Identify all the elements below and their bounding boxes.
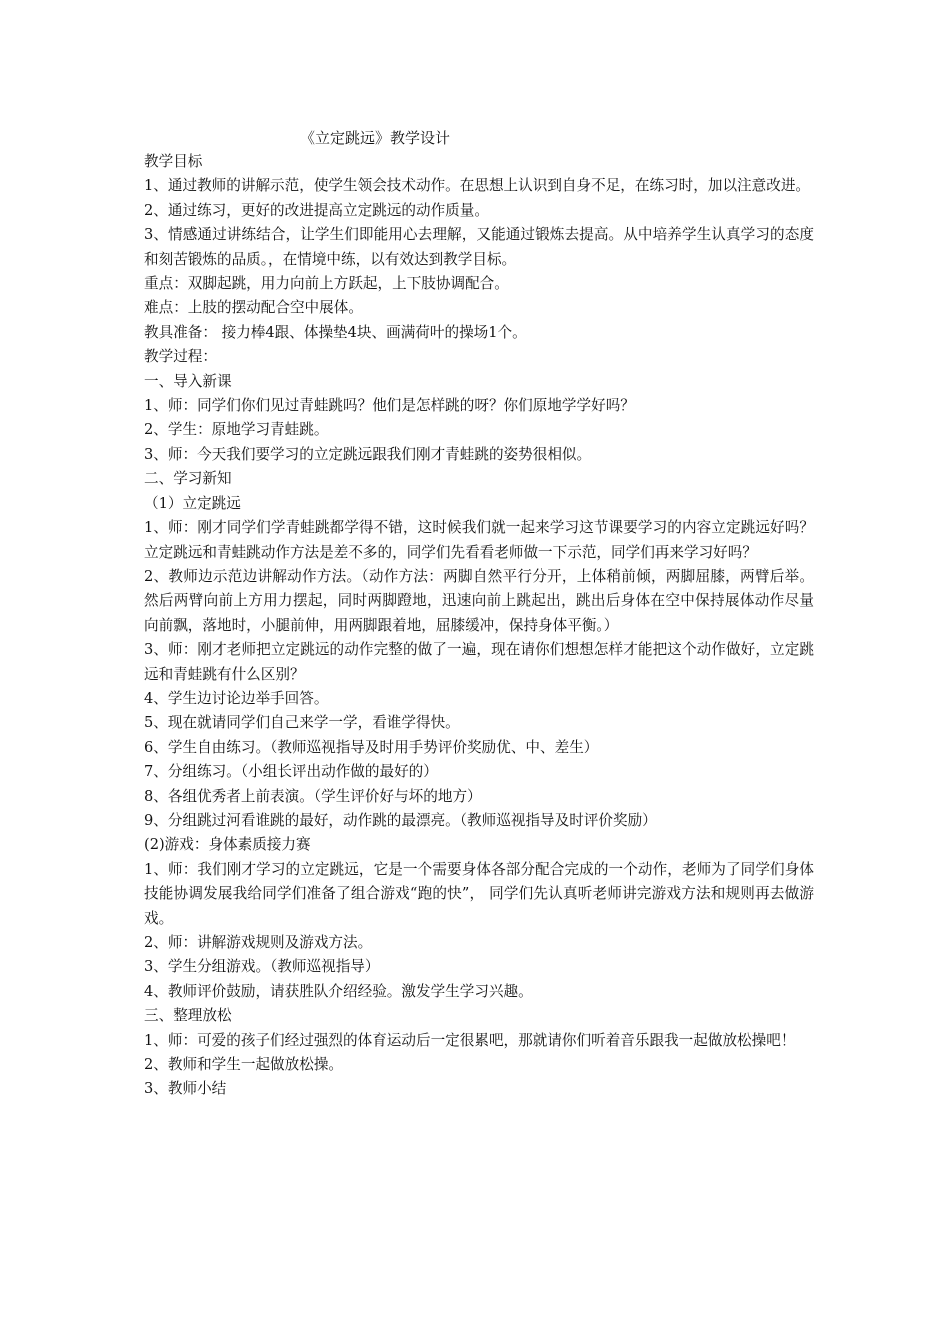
section-heading: 三、整理放松: [144, 1007, 232, 1025]
section-heading: 二、学习新知: [144, 470, 232, 488]
paragraph: 难点：上肢的摆动配合空中展体。: [144, 299, 363, 317]
paragraph: 教学过程：: [144, 348, 217, 366]
paragraph: 9、分组跳过河看谁跳的最好，动作跳的最漂亮。（教师巡视指导及时评价奖励）: [144, 811, 657, 829]
paragraph: 3、学生分组游戏。（教师巡视指导）: [144, 958, 380, 976]
paragraph: 2、教师边示范边讲解动作方法。（动作方法：两脚自然平行分开，上体稍前倾，两脚屈膝，两臂后举。然后两臂向前上方用力摆起，同时两脚蹬地，迅速向前上跳起出，跳出后身体在空中保持展体动作尽量向前飘，落地时，小腿前伸，用两脚跟着地，屈膝缓冲，保持身体平衡。）: [144, 567, 814, 634]
paragraph: 4、学生边讨论边举手回答。: [144, 689, 329, 707]
paragraph: 1、师：同学们你们见过青蛙跳吗？他们是怎样跳的呀？你们原地学学好吗？: [144, 397, 635, 415]
paragraph: 1、师：刚才同学们学青蛙跳都学得不错，这时候我们就一起来学习这节课要学习的内容立定跳远好吗？立定跳远和青蛙跳动作方法是差不多的，同学们先看看老师做一下示范，同学们再来学习好吗？: [144, 519, 814, 561]
section-heading: 一、导入新课: [144, 372, 232, 390]
paragraph: 6、学生自由练习。（教师巡视指导及时用手势评价奖励优、中、差生）: [144, 738, 599, 756]
paragraph: 3、教师小结: [144, 1080, 227, 1098]
paragraph: 重点：双脚起跳，用力向前上方跃起，上下肢协调配合。: [144, 275, 509, 293]
subsection-heading: （1）立定跳远: [144, 494, 241, 512]
paragraph: 7、分组练习。（小组长评出动作做的最好的）: [144, 763, 438, 781]
paragraph: 8、各组优秀者上前表演。（学生评价好与坏的地方）: [144, 787, 482, 805]
paragraph: 2、教师和学生一起做放松操。: [144, 1056, 344, 1074]
paragraph: 教学目标: [144, 153, 203, 170]
paragraph: 2、学生：原地学习青蛙跳。: [144, 421, 329, 439]
paragraph: 5、现在就请同学们自己来学一学，看谁学得快。: [144, 714, 460, 732]
paragraph: 4、教师评价鼓励，请获胜队介绍经验。激发学生学习兴趣。: [144, 982, 533, 1000]
subsection-heading: (2)游戏：身体素质接力赛: [144, 836, 311, 854]
document-body: [144, 150, 814, 1102]
paragraph: 1、师：可爱的孩子们经过强烈的体育运动后一定很累吧，那就请你们听着音乐跟我一起做放松操吧！: [144, 1031, 796, 1049]
paragraph: 1、师：我们刚才学习的立定跳远，它是一个需要身体各部分配合完成的一个动作，老师为了同学们身体技能协调发展我给同学们准备了组合游戏“跑的快”， 同学们先认真听老师讲完游戏方法和规则再去做游戏。: [144, 860, 814, 927]
paragraph: 1、通过教师的讲解示范，使学生领会技术动作。在思想上认识到自身不足，在练习时，加以注意改进。: [144, 177, 811, 195]
paragraph: 3、师：刚才老师把立定跳远的动作完整的做了一遍，现在请你们想想怎样才能把这个动作做好，立定跳远和青蛙跳有什么区别？: [144, 641, 814, 683]
paragraph: 3、情感通过讲练结合，让学生们即能用心去理解，又能通过锻炼去提高。从中培养学生认真学习的态度和刻苦锻炼的品质。，在情境中练，以有效达到教学目标。: [144, 226, 814, 268]
paragraph: 教具准备： 接力棒4跟、体操垫4块、画满荷叶的操场1个。: [144, 323, 527, 341]
paragraph: 2、师：讲解游戏规则及游戏方法。: [144, 934, 373, 951]
document-title: 《立定跳远》教学设计: [300, 129, 451, 147]
paragraph: 3、师：今天我们要学习的立定跳远跟我们刚才青蛙跳的姿势很相似。: [144, 445, 592, 463]
paragraph: 2、通过练习，更好的改进提高立定跳远的动作质量。: [144, 201, 489, 219]
